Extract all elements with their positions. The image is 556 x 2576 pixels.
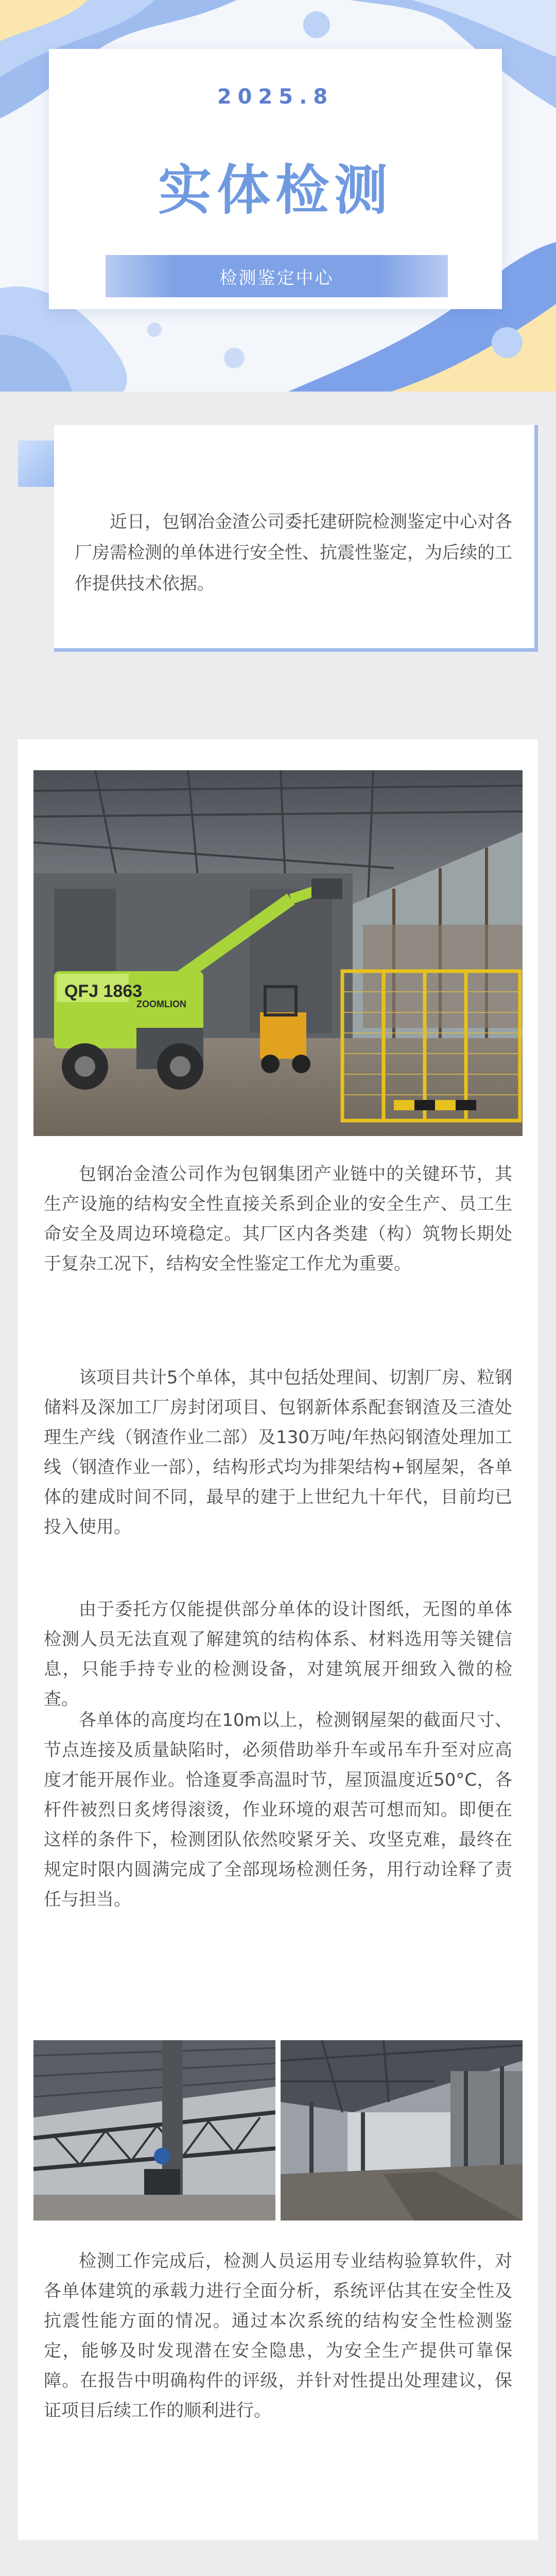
article-paragraph-4: 各单体的高度均在10m以上，检测钢屋架的截面尺寸、节点连接及质量缺陷时，必须借助举升车或吊车升至对应高度才能开展作业。恰逢夏季高温时节，屋顶温度近50°C，各杆件被烈日炙烤得滚烫，作业环境的艰苦可想而知。即便在这样的条件下，检测团队依然咬紧牙关、攻坚克难，最终在规定时限内圆满完成了全部现场检测任务，用行动诠释了责任与担当。 xyxy=(44,1710,512,1910)
intro-box xyxy=(54,425,538,652)
photo-steel-truss xyxy=(33,2040,275,2221)
article-paragraph-1: 包钢冶金渣公司作为包钢集团产业链中的关键环节，其生产设施的结构安全性直接关系到企业的安全生产、员工生命安全及周边环境稳定。其厂区内各类建（构）筑物长期处于复杂工况下，结构安全性鉴定工作尤为重要。 xyxy=(44,1164,512,1274)
article-paragraph-3: 由于委托方仅能提供部分单体的设计图纸，无图的单体检测人员无法直观了解建筑的结构体系、材料选用等关键信息，只能手持专业的检测设备，对建筑展开细致入微的检查。 xyxy=(44,1599,512,1709)
workshop-illustration xyxy=(281,2040,523,2221)
steel-truss-illustration xyxy=(33,2040,275,2221)
article-paragraph-2: 该项目共计5个单体，其中包括处理间、切割厂房、粒钢储料及深加工厂房封闭项目、包钢新体系配套钢渣及三渣处理生产线（钢渣作业二部）及130万吨/年热闷钢渣处理加工线（钢渣作业一部），结构形式均为排架结构+钢屋架，各单体的建成时间不同，最早的建于上世纪九十年代，目前均已投入使用。 xyxy=(44,1367,512,1537)
department-banner xyxy=(106,255,448,297)
title-card xyxy=(49,49,502,309)
page-title: 实体检测 xyxy=(158,159,393,222)
article-paragraph-5: 检测工作完成后，检测人员运用专业结构验算软件，对各单体建筑的承载力进行全面分析，系统评估其在安全性及抗震性能方面的情况。通过本次系统的结构安全性检测鉴定，能够及时发现潜在安全隐患，为安全生产提供可靠保障。在报告中明确构件的评级，并针对性提出处理建议，保证项目后续工作的顺利进行。 xyxy=(44,2251,512,2421)
truck-logo-text: ZOOMLION xyxy=(136,999,186,1009)
intro-section xyxy=(18,425,538,652)
issue-date: 2025.8 xyxy=(217,85,334,109)
photo-workshop-interior xyxy=(281,2040,523,2221)
photo-lift-truck xyxy=(33,770,523,1136)
intro-text: 近日，包钢冶金渣公司委托建研院检测鉴定中心对各厂房需检测的单体进行安全性、抗震性鉴定，为后续的工作提供技术依据。 xyxy=(75,512,512,594)
article-card xyxy=(18,739,538,2540)
lift-truck-illustration xyxy=(33,770,523,1136)
hero-banner xyxy=(0,0,556,392)
department-label: 检测鉴定中心 xyxy=(219,267,334,289)
truck-plate-text: QFJ 1863 xyxy=(64,981,143,1001)
